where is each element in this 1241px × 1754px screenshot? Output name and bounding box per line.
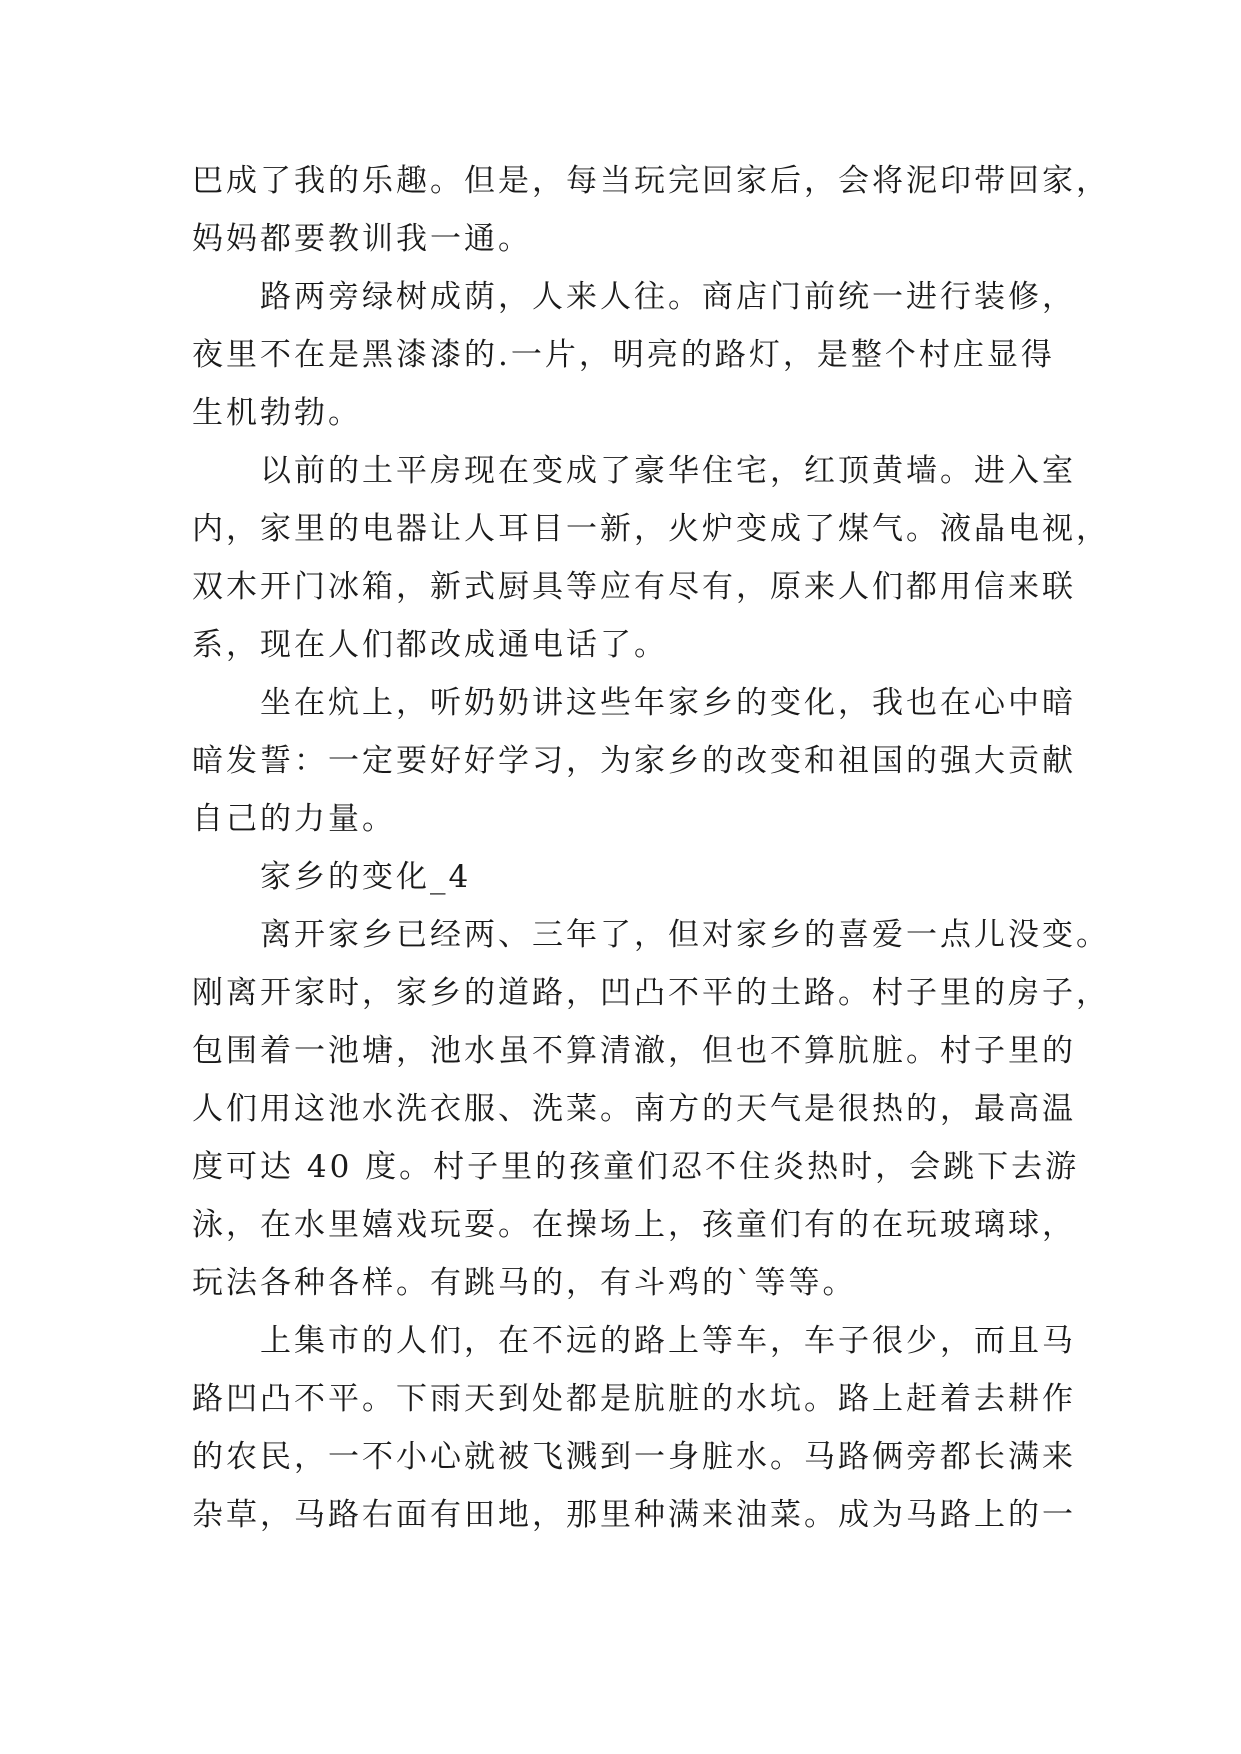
text-line: 路凹凸不平。下雨天到处都是肮脏的水坑。路上赶着去耕作 <box>192 1381 1076 1417</box>
text-line: 巴成了我的乐趣。但是，每当玩完回家后，会将泥印带回家， <box>192 163 1110 199</box>
text-line: 泳，在水里嬉戏玩耍。在操场上，孩童们有的在玩玻璃球， <box>192 1207 1076 1243</box>
text-line: 坐在炕上，听奶奶讲这些年家乡的变化，我也在心中暗 <box>192 685 1076 721</box>
text-line: 妈妈都要教训我一通。 <box>192 221 532 257</box>
text-line: 双木开门冰箱，新式厨具等应有尽有，原来人们都用信来联 <box>192 569 1076 605</box>
text-line: 自己的力量。 <box>192 801 396 837</box>
text-line: 系，现在人们都改成通电话了。 <box>192 627 668 663</box>
text-line: 上集市的人们，在不远的路上等车，车子很少，而且马 <box>192 1323 1076 1359</box>
text-line: 夜里不在是黑漆漆的.一片，明亮的路灯，是整个村庄显得 <box>192 337 1055 373</box>
text-line: 包围着一池塘，池水虽不算清澈，但也不算肮脏。村子里的 <box>192 1033 1076 1069</box>
text-line: 的农民，一不小心就被飞溅到一身脏水。马路俩旁都长满来 <box>192 1439 1076 1475</box>
text-line: 生机勃勃。 <box>192 395 362 431</box>
text-line: 玩法各种各样。有跳马的，有斗鸡的`等等。 <box>192 1265 857 1301</box>
text-line: 刚离开家时，家乡的道路，凹凸不平的土路。村子里的房子， <box>192 975 1110 1011</box>
body-text <box>192 152 1110 1544</box>
text-line: 离开家乡已经两、三年了，但对家乡的喜爱一点儿没变。 <box>192 917 1110 953</box>
text-line: 暗发誓：一定要好好学习，为家乡的改变和祖国的强大贡献 <box>192 743 1076 779</box>
section-heading: 家乡的变化_4 <box>192 859 472 895</box>
text-line: 以前的土平房现在变成了豪华住宅，红顶黄墙。进入室 <box>192 453 1076 489</box>
text-line: 杂草，马路右面有田地，那里种满来油菜。成为马路上的一 <box>192 1497 1076 1533</box>
text-line: 度可达 40 度。村子里的孩童们忍不住炎热时，会跳下去游 <box>192 1149 1080 1185</box>
text-line: 人们用这池水洗衣服、洗菜。南方的天气是很热的，最高温 <box>192 1091 1076 1127</box>
text-line: 内，家里的电器让人耳目一新，火炉变成了煤气。液晶电视， <box>192 511 1110 547</box>
text-line: 路两旁绿树成荫，人来人往。商店门前统一进行装修， <box>192 279 1076 315</box>
